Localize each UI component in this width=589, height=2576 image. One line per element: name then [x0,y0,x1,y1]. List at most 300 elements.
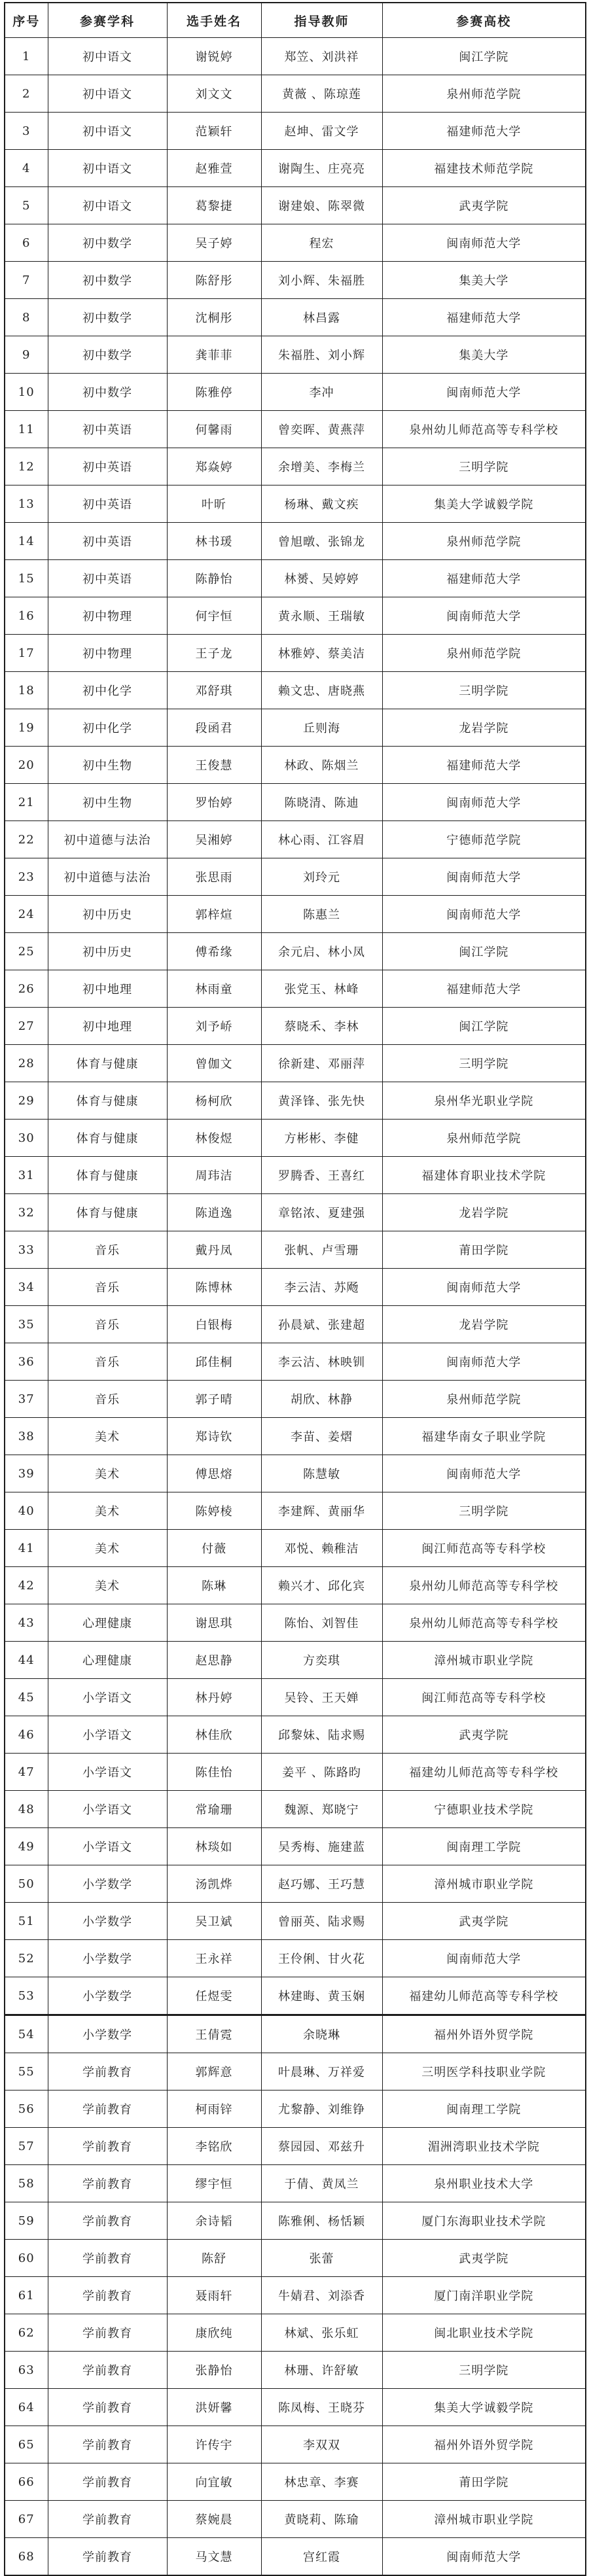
cell-teachers: 林雅婷、蔡美洁 [261,635,382,672]
cell-no: 67 [5,2501,48,2538]
cell-school: 三明学院 [382,672,586,709]
cell-subject: 体育与健康 [48,1120,167,1157]
cell-teachers: 蔡晓禾、李林 [261,1008,382,1045]
cell-no: 45 [5,1679,48,1716]
cell-no: 56 [5,2091,48,2128]
cell-school: 福建华南女子职业学院 [382,1418,586,1455]
cell-name: 龚菲菲 [167,336,261,374]
cell-no: 18 [5,672,48,709]
table-row [5,1008,586,1045]
cell-teachers: 牛婧君、刘添香 [261,2277,382,2314]
cell-no: 50 [5,1865,48,1903]
cell-no: 6 [5,224,48,262]
table-row [5,1530,586,1567]
cell-no: 7 [5,262,48,299]
table-row [5,1418,586,1455]
cell-teachers: 邓悦、赖稚洁 [261,1530,382,1567]
cell-no: 31 [5,1157,48,1194]
cell-school: 泉州师范学院 [382,1381,586,1418]
cell-name: 陈琳 [167,1567,261,1604]
cell-name: 郑诗钦 [167,1418,261,1455]
cell-name: 杨柯欣 [167,1082,261,1120]
cell-teachers: 陈晓清、陈迪 [261,784,382,821]
table-row [5,560,586,597]
cell-teachers: 余元启、林小凤 [261,933,382,970]
cell-subject: 学前教育 [48,2202,167,2240]
cell-subject: 初中地理 [48,1008,167,1045]
table-row [5,448,586,485]
cell-subject: 小学数学 [48,1903,167,1940]
cell-no: 57 [5,2128,48,2165]
cell-teachers: 赖文忠、唐晓燕 [261,672,382,709]
cell-school: 闽南师范大学 [382,1343,586,1381]
cell-no: 29 [5,1082,48,1120]
cell-no: 60 [5,2240,48,2277]
cell-subject: 美术 [48,1567,167,1604]
cell-teachers: 陈凤梅、王晓芬 [261,2389,382,2426]
table-row [5,2277,586,2314]
cell-teachers: 林赟、吴婷婷 [261,560,382,597]
cell-name: 刘予峤 [167,1008,261,1045]
header-cell-school: 参赛高校 [382,3,586,38]
table-row [5,75,586,113]
table-row [5,1157,586,1194]
cell-teachers: 黄晓莉、陈瑜 [261,2501,382,2538]
cell-name: 陈静怡 [167,560,261,597]
cell-name: 陈博林 [167,1269,261,1306]
cell-school: 福建技术师范学院 [382,150,586,187]
cell-school: 福建师范大学 [382,560,586,597]
cell-school: 泉州幼儿师范高等专科学校 [382,1604,586,1642]
cell-no: 28 [5,1045,48,1082]
cell-name: 何宇恒 [167,597,261,635]
cell-teachers: 胡欣、林静 [261,1381,382,1418]
header-cell-subject: 参赛学科 [48,3,167,38]
cell-name: 陈婷棱 [167,1492,261,1530]
cell-subject: 初中语文 [48,38,167,75]
table-row [5,1194,586,1231]
table-body [5,38,586,2576]
cell-school: 福建师范大学 [382,747,586,784]
cell-subject: 学前教育 [48,2463,167,2501]
cell-subject: 小学数学 [48,1865,167,1903]
cell-name: 洪妍馨 [167,2389,261,2426]
cell-no: 62 [5,2314,48,2352]
cell-teachers: 黄永顺、王瑞敏 [261,597,382,635]
cell-name: 陈佳怡 [167,1754,261,1791]
table-row [5,1567,586,1604]
table-row [5,858,586,896]
cell-school: 福建幼儿师范高等专科学校 [382,1977,586,2015]
cell-no: 66 [5,2463,48,2501]
table-row [5,1977,586,2015]
cell-subject: 初中英语 [48,448,167,485]
table-row [5,784,586,821]
table-row [5,1045,586,1082]
cell-school: 集美大学 [382,262,586,299]
cell-teachers: 曾丽英、陆求赐 [261,1903,382,1940]
cell-no: 3 [5,113,48,150]
cell-school: 泉州职业技术大学 [382,2165,586,2202]
table-row [5,896,586,933]
cell-school: 闽江学院 [382,933,586,970]
cell-name: 郑焱婷 [167,448,261,485]
cell-name: 林佳欣 [167,1716,261,1754]
cell-no: 12 [5,448,48,485]
cell-no: 52 [5,1940,48,1977]
cell-no: 16 [5,597,48,635]
table-row [5,1828,586,1865]
cell-teachers: 余晓琳 [261,2015,382,2053]
cell-school: 闽南师范大学 [382,1269,586,1306]
cell-name: 戴丹凤 [167,1231,261,1269]
cell-subject: 初中数学 [48,336,167,374]
cell-teachers: 张蕾 [261,2240,382,2277]
cell-name: 傅希缘 [167,933,261,970]
cell-name: 傅思熔 [167,1455,261,1492]
table-row [5,635,586,672]
cell-no: 47 [5,1754,48,1791]
cell-school: 漳州城市职业学院 [382,1865,586,1903]
cell-subject: 小学语文 [48,1791,167,1828]
cell-teachers: 林昌露 [261,299,382,336]
cell-teachers: 李云洁、林映钏 [261,1343,382,1381]
cell-name: 康欣纯 [167,2314,261,2352]
contestants-table [4,2,586,2576]
cell-no: 20 [5,747,48,784]
cell-school: 泉州师范学院 [382,635,586,672]
cell-name: 陈舒彤 [167,262,261,299]
cell-name: 常瑜珊 [167,1791,261,1828]
cell-no: 25 [5,933,48,970]
cell-name: 邱佳桐 [167,1343,261,1381]
table-row [5,2389,586,2426]
cell-subject: 初中化学 [48,672,167,709]
cell-subject: 小学数学 [48,2015,167,2053]
cell-school: 福建师范大学 [382,299,586,336]
cell-school: 闽南师范大学 [382,784,586,821]
cell-subject: 小学语文 [48,1828,167,1865]
cell-name: 蔡婉晨 [167,2501,261,2538]
cell-school: 集美大学诚毅学院 [382,2389,586,2426]
cell-name: 陈舒 [167,2240,261,2277]
cell-name: 曾伽文 [167,1045,261,1082]
cell-school: 泉州幼儿师范高等专科学校 [382,411,586,448]
cell-name: 段函君 [167,709,261,747]
cell-subject: 学前教育 [48,2128,167,2165]
cell-subject: 初中英语 [48,485,167,523]
table-row [5,113,586,150]
cell-school: 闽南师范大学 [382,224,586,262]
header-cell-no: 序号 [5,3,48,38]
cell-school: 闽南师范大学 [382,1940,586,1977]
cell-school: 福州外语外贸学院 [382,2426,586,2463]
cell-no: 40 [5,1492,48,1530]
cell-no: 17 [5,635,48,672]
cell-no: 30 [5,1120,48,1157]
cell-teachers: 程宏 [261,224,382,262]
table-row [5,2240,586,2277]
table-row [5,1381,586,1418]
cell-teachers: 尤黎静、刘维铮 [261,2091,382,2128]
cell-name: 郭梓煊 [167,896,261,933]
cell-name: 赵雅萱 [167,150,261,187]
cell-teachers: 李冲 [261,374,382,411]
cell-teachers: 丘则海 [261,709,382,747]
cell-no: 37 [5,1381,48,1418]
cell-subject: 小学语文 [48,1754,167,1791]
cell-name: 刘文文 [167,75,261,113]
cell-subject: 音乐 [48,1381,167,1418]
cell-school: 三明学院 [382,1045,586,1082]
table-row [5,224,586,262]
cell-subject: 音乐 [48,1306,167,1343]
table-row [5,1492,586,1530]
cell-subject: 初中道德与法治 [48,858,167,896]
table-row [5,1604,586,1642]
table-row [5,1642,586,1679]
cell-subject: 初中数学 [48,374,167,411]
cell-school: 闽南师范大学 [382,858,586,896]
cell-name: 许传宇 [167,2426,261,2463]
cell-name: 王永祥 [167,1940,261,1977]
cell-school: 莆田学院 [382,2463,586,2501]
cell-no: 21 [5,784,48,821]
cell-name: 聂雨轩 [167,2277,261,2314]
cell-teachers: 于倩、黄凤兰 [261,2165,382,2202]
table-row [5,1716,586,1754]
cell-subject: 初中物理 [48,635,167,672]
cell-name: 张思雨 [167,858,261,896]
table-row [5,2352,586,2389]
cell-school: 宁德职业技术学院 [382,1791,586,1828]
cell-name: 王俊慧 [167,747,261,784]
cell-teachers: 吴秀梅、施建蓝 [261,1828,382,1865]
table-row [5,1679,586,1716]
cell-teachers: 谢陶生、庄亮亮 [261,150,382,187]
cell-school: 福州外语外贸学院 [382,2015,586,2053]
table-row [5,747,586,784]
cell-teachers: 孙晨斌、张建超 [261,1306,382,1343]
table-row [5,485,586,523]
table-row [5,672,586,709]
cell-subject: 小学数学 [48,1977,167,2015]
cell-teachers: 陈怡、刘智佳 [261,1604,382,1642]
cell-teachers: 林政、陈烟兰 [261,747,382,784]
cell-school: 闽南师范大学 [382,374,586,411]
cell-subject: 初中语文 [48,75,167,113]
cell-school: 三明医学科技职业学院 [382,2053,586,2091]
cell-subject: 音乐 [48,1343,167,1381]
cell-teachers: 赵巧娜、王巧慧 [261,1865,382,1903]
cell-teachers: 林珊、许舒敏 [261,2352,382,2389]
cell-name: 汤凯烨 [167,1865,261,1903]
cell-subject: 初中物理 [48,597,167,635]
cell-subject: 小学数学 [48,1940,167,1977]
cell-no: 34 [5,1269,48,1306]
cell-no: 9 [5,336,48,374]
cell-no: 2 [5,75,48,113]
cell-teachers: 曾奕晖、黄燕萍 [261,411,382,448]
cell-school: 泉州师范学院 [382,75,586,113]
cell-teachers: 谢建娘、陈翠微 [261,187,382,224]
cell-teachers: 张帆、卢雪珊 [261,1231,382,1269]
cell-subject: 学前教育 [48,2426,167,2463]
cell-subject: 初中英语 [48,411,167,448]
cell-name: 陈雅停 [167,374,261,411]
cell-name: 任煜雯 [167,1977,261,2015]
cell-name: 郭子晴 [167,1381,261,1418]
table-row [5,1120,586,1157]
cell-no: 46 [5,1716,48,1754]
cell-name: 王子龙 [167,635,261,672]
cell-no: 39 [5,1455,48,1492]
cell-teachers: 李建辉、黄丽华 [261,1492,382,1530]
cell-teachers: 杨琳、戴文疾 [261,485,382,523]
cell-teachers: 蔡园园、邓兹升 [261,2128,382,2165]
cell-subject: 初中英语 [48,560,167,597]
cell-school: 武夷学院 [382,187,586,224]
cell-school: 武夷学院 [382,1903,586,1940]
cell-teachers: 陈雅俐、杨恬颖 [261,2202,382,2240]
cell-no: 49 [5,1828,48,1865]
table-row [5,2314,586,2352]
cell-school: 莆田学院 [382,1231,586,1269]
cell-teachers: 黄薇 、陈琼莲 [261,75,382,113]
cell-school: 福建体育职业技术学院 [382,1157,586,1194]
cell-name: 付薇 [167,1530,261,1567]
table-row [5,187,586,224]
cell-teachers: 朱福胜、刘小辉 [261,336,382,374]
table-row [5,2053,586,2091]
table-row [5,970,586,1008]
cell-teachers: 方奕琪 [261,1642,382,1679]
cell-subject: 美术 [48,1455,167,1492]
cell-no: 63 [5,2352,48,2389]
cell-subject: 音乐 [48,1231,167,1269]
header-cell-name: 选手姓名 [167,3,261,38]
table-row [5,150,586,187]
table-row [5,262,586,299]
cell-no: 8 [5,299,48,336]
cell-subject: 学前教育 [48,2165,167,2202]
cell-subject: 学前教育 [48,2240,167,2277]
cell-teachers: 林建晦、黄玉娴 [261,1977,382,2015]
cell-subject: 学前教育 [48,2314,167,2352]
cell-school: 闽江师范高等专科学校 [382,1530,586,1567]
cell-name: 陈逍逸 [167,1194,261,1231]
cell-name: 林琰如 [167,1828,261,1865]
cell-school: 漳州城市职业学院 [382,1642,586,1679]
cell-subject: 小学语文 [48,1679,167,1716]
cell-name: 罗怡婷 [167,784,261,821]
cell-subject: 初中数学 [48,224,167,262]
table-row [5,1903,586,1940]
cell-subject: 初中英语 [48,523,167,560]
cell-school: 集美大学诚毅学院 [382,485,586,523]
cell-name: 郭辉意 [167,2053,261,2091]
cell-name: 周玮洁 [167,1157,261,1194]
cell-subject: 美术 [48,1418,167,1455]
cell-subject: 初中化学 [48,709,167,747]
table-row [5,1940,586,1977]
cell-subject: 美术 [48,1492,167,1530]
cell-name: 赵思静 [167,1642,261,1679]
cell-name: 林雨童 [167,970,261,1008]
cell-school: 三明学院 [382,1492,586,1530]
cell-teachers: 赖兴才、邱化宾 [261,1567,382,1604]
table-row [5,2538,586,2576]
cell-teachers: 陈惠兰 [261,896,382,933]
cell-subject: 初中语文 [48,113,167,150]
cell-teachers: 姜平 、陈路昀 [261,1754,382,1791]
table-row [5,523,586,560]
cell-teachers: 刘小辉、朱福胜 [261,262,382,299]
header-row [5,3,586,38]
cell-name: 柯雨锌 [167,2091,261,2128]
cell-teachers: 郑笠、刘洪祥 [261,38,382,75]
cell-school: 厦门南洋职业学院 [382,2277,586,2314]
cell-teachers: 黄泽锋、张先快 [261,1082,382,1120]
table-header [5,3,586,38]
cell-name: 范颖轩 [167,113,261,150]
cell-teachers: 王伶俐、甘火花 [261,1940,382,1977]
cell-school: 闽南理工学院 [382,2091,586,2128]
cell-name: 李铭欣 [167,2128,261,2165]
table-row [5,2463,586,2501]
cell-teachers: 李云洁、苏飏 [261,1269,382,1306]
cell-school: 闽南理工学院 [382,1828,586,1865]
cell-school: 闽南师范大学 [382,2538,586,2576]
cell-subject: 学前教育 [48,2352,167,2389]
cell-subject: 初中数学 [48,299,167,336]
table-row [5,597,586,635]
cell-teachers: 章铭浓、夏建强 [261,1194,382,1231]
cell-school: 湄洲湾职业技术学院 [382,2128,586,2165]
cell-subject: 学前教育 [48,2091,167,2128]
cell-name: 张静怡 [167,2352,261,2389]
cell-teachers: 林忠章、李赛 [261,2463,382,2501]
cell-school: 龙岩学院 [382,1194,586,1231]
cell-subject: 初中语文 [48,187,167,224]
table-row [5,411,586,448]
cell-teachers: 李双双 [261,2426,382,2463]
cell-school: 龙岩学院 [382,709,586,747]
table-row [5,1865,586,1903]
cell-no: 65 [5,2426,48,2463]
cell-school: 三明学院 [382,448,586,485]
table-row [5,374,586,411]
cell-school: 宁德师范学院 [382,821,586,858]
cell-no: 61 [5,2277,48,2314]
cell-no: 41 [5,1530,48,1567]
cell-subject: 体育与健康 [48,1082,167,1120]
cell-subject: 体育与健康 [48,1194,167,1231]
cell-subject: 学前教育 [48,2277,167,2314]
header-cell-teacher: 指导教师 [261,3,382,38]
cell-school: 闽北职业技术学院 [382,2314,586,2352]
cell-school: 三明学院 [382,2352,586,2389]
cell-no: 64 [5,2389,48,2426]
cell-no: 5 [5,187,48,224]
cell-teachers: 魏源、郑晓宁 [261,1791,382,1828]
cell-subject: 学前教育 [48,2538,167,2576]
cell-no: 38 [5,1418,48,1455]
cell-subject: 初中地理 [48,970,167,1008]
cell-no: 44 [5,1642,48,1679]
cell-school: 龙岩学院 [382,1306,586,1343]
cell-name: 吴卫斌 [167,1903,261,1940]
